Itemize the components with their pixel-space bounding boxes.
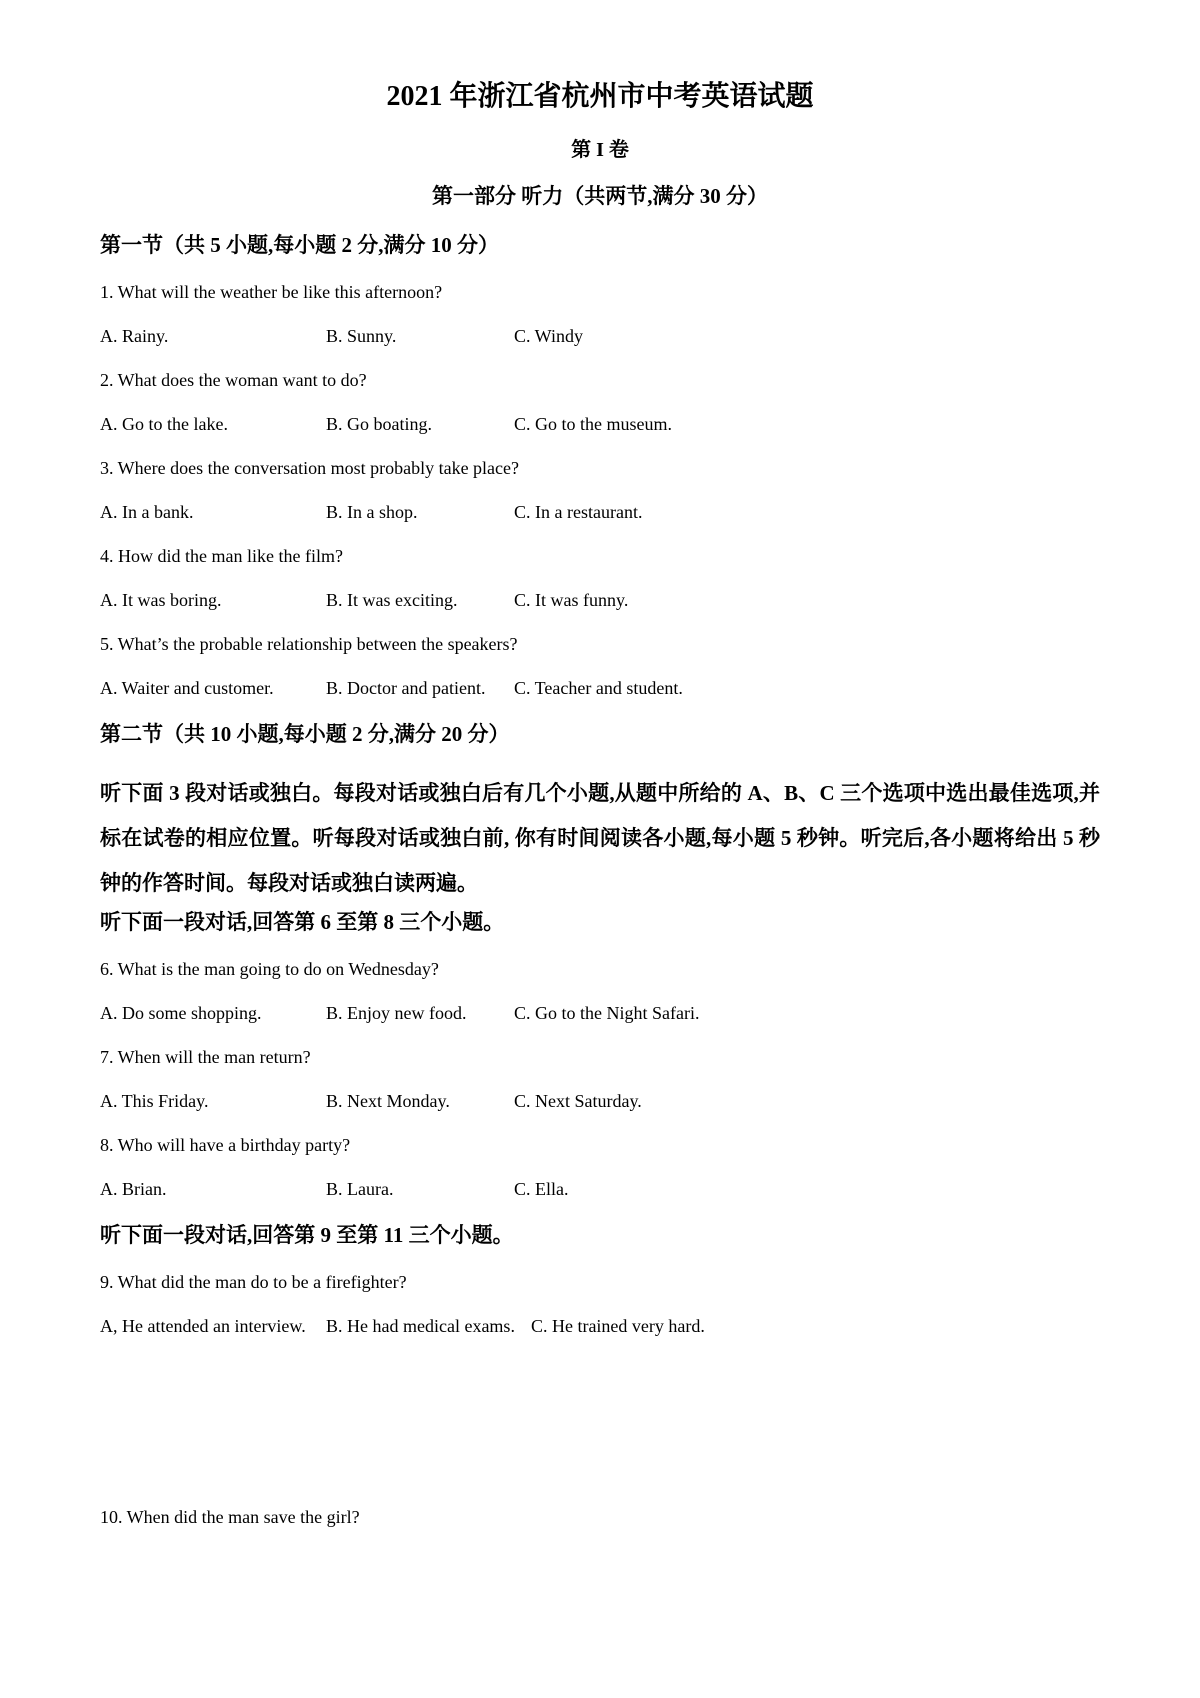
question-9-option-c: C. He trained very hard. bbox=[530, 1316, 705, 1337]
question-5-option-c: C. Teacher and student. bbox=[514, 677, 683, 698]
question-2-options bbox=[100, 414, 1100, 435]
question-3-option-a: A. In a bank. bbox=[100, 501, 194, 522]
question-8-option-c: C. Ella. bbox=[514, 1179, 569, 1200]
question-7-options bbox=[100, 1091, 1100, 1112]
question-7-option-a: A. This Friday. bbox=[100, 1091, 209, 1112]
question-3-text: 3. Where does the conversation most probably take place? bbox=[100, 457, 520, 478]
question-4-option-b: B. It was exciting. bbox=[326, 589, 458, 610]
section2-instructions: 听下面 3 段对话或独白。每段对话或独白后有几个小题,从题中所给的 A、B、C 三个选项中选出最佳选项,并标在试卷的相应位置。听每段对话或独白前, 你有时间阅读各小题,每小题 5 秒钟。听完后,各小题将给出 5 秒钟的作答时间。每段对话或独白读两遍。 bbox=[100, 781, 1100, 896]
question-8-options bbox=[100, 1179, 1100, 1200]
question-6-options bbox=[100, 1003, 1100, 1024]
section1-heading: 第一节（共 5 小题,每小题 2 分,满分 10 分） bbox=[100, 232, 499, 257]
question-9-option-a: A, He attended an interview. bbox=[100, 1316, 306, 1337]
question-4-option-c: C. It was funny. bbox=[514, 589, 629, 610]
part-heading: 第一部分 听力（共两节,满分 30 分） bbox=[432, 183, 768, 208]
question-8-option-b: B. Laura. bbox=[326, 1179, 394, 1200]
question-5-option-b: B. Doctor and patient. bbox=[326, 677, 486, 698]
question-8-text: 8. Who will have a birthday party? bbox=[100, 1135, 351, 1156]
question-1-option-c: C. Windy bbox=[514, 325, 583, 346]
question-5-text: 5. What’s the probable relationship between the speakers? bbox=[100, 633, 518, 654]
question-3-options bbox=[100, 502, 1100, 523]
question-6-option-c: C. Go to the Night Safari. bbox=[514, 1003, 700, 1024]
question-5-options bbox=[100, 678, 1100, 699]
volume-heading: 第 I 卷 bbox=[571, 138, 629, 161]
question-4-options bbox=[100, 590, 1100, 611]
question-1-options bbox=[100, 326, 1100, 347]
question-7-option-b: B. Next Monday. bbox=[326, 1091, 450, 1112]
question-9-options bbox=[100, 1316, 1100, 1337]
question-4-option-a: A. It was boring. bbox=[100, 589, 222, 610]
section2-heading: 第二节（共 10 小题,每小题 2 分,满分 20 分） bbox=[100, 721, 510, 746]
question-6-option-a: A. Do some shopping. bbox=[100, 1003, 262, 1024]
question-8-option-a: A. Brian. bbox=[100, 1179, 167, 1200]
question-3-option-b: B. In a shop. bbox=[326, 501, 418, 522]
question-2-option-c: C. Go to the museum. bbox=[514, 413, 672, 434]
question-9-text: 9. What did the man do to be a firefighter? bbox=[100, 1272, 407, 1293]
question-9-option-b: B. He had medical exams. bbox=[326, 1316, 515, 1337]
question-1-text: 1. What will the weather be like this afternoon? bbox=[100, 281, 443, 302]
question-1-option-a: A. Rainy. bbox=[100, 325, 169, 346]
question-3-option-c: C. In a restaurant. bbox=[514, 501, 643, 522]
question-2-text: 2. What does the woman want to do? bbox=[100, 369, 367, 390]
question-6-text: 6. What is the man going to do on Wednesday? bbox=[100, 959, 439, 980]
question-2-option-b: B. Go boating. bbox=[326, 413, 432, 434]
dialog2-prompt: 听下面一段对话,回答第 9 至第 11 三个小题。 bbox=[100, 1223, 514, 1248]
question-7-text: 7. When will the man return? bbox=[100, 1047, 311, 1068]
page-title: 2021 年浙江省杭州市中考英语试题 bbox=[386, 81, 814, 112]
question-4-text: 4. How did the man like the film? bbox=[100, 545, 343, 566]
question-1-option-b: B. Sunny. bbox=[326, 325, 397, 346]
question-5-option-a: A. Waiter and customer. bbox=[100, 677, 274, 698]
question-2-option-a: A. Go to the lake. bbox=[100, 413, 228, 434]
question-6-option-b: B. Enjoy new food. bbox=[326, 1003, 467, 1024]
question-10-text: 10. When did the man save the girl? bbox=[100, 1507, 360, 1528]
question-7-option-c: C. Next Saturday. bbox=[514, 1091, 642, 1112]
dialog1-prompt: 听下面一段对话,回答第 6 至第 8 三个小题。 bbox=[100, 910, 505, 935]
